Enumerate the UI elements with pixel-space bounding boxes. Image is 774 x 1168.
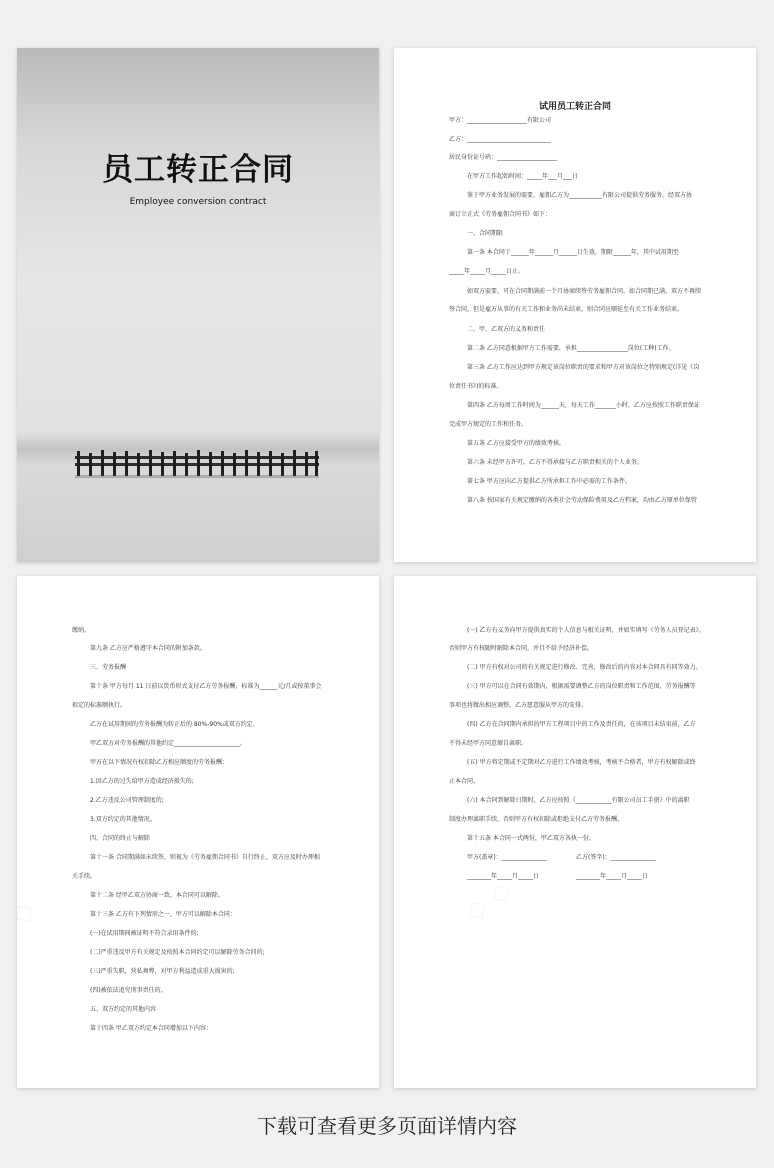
text-line: 完成甲方规定的工作和任务。	[449, 421, 528, 428]
bottom-caption: 下载可查看更多页面详情内容	[257, 1114, 517, 1138]
text-line: 第六条 未经甲方许可，乙方不得承接与乙方职责相关的个人业务。	[467, 459, 643, 466]
text-line: 居民身份证号码：____________________	[449, 154, 558, 161]
text-line: (一)在试用期间被证明不符合录用条件的;	[90, 930, 199, 937]
contract-page-2	[17, 576, 379, 1088]
text-line: 关手续。	[72, 873, 97, 880]
section-heading: 五、双方约定的其他内容	[90, 1006, 157, 1013]
cover-page	[17, 48, 379, 562]
text-line: (四) 乙方在合同期内承担的甲方工程项目中的工作及责任的，在该项目未结束前，乙方	[467, 721, 696, 728]
text-line: (二) 甲方有权对公司的有关规定进行修改、完善，修改后的内容对本合同具有同等效力。	[467, 664, 702, 671]
text-line: 不得未经甲方同意擅自离职。	[449, 740, 528, 747]
text-line: (四)被依法追究刑事责任的。	[90, 987, 167, 994]
text-line: 位责任书》)的标准。	[449, 383, 503, 390]
contract-page-1	[394, 48, 756, 562]
text-line: 甲乙双方对劳务报酬的其他约定______________________。	[90, 740, 247, 747]
text-line: 第七条 甲方应向乙方提供乙方所承担工作中必需的工作条件。	[467, 478, 631, 485]
signature-date-a: ________年_____月_____日	[467, 873, 540, 880]
text-line: (二)严重违反甲方有关规定及按照本合同约定可以解除劳务合同的;	[90, 949, 265, 956]
text-line: 缴纳。	[72, 627, 91, 634]
text-line: (三) 甲方可以在合同有效期内，根据需要调整乙方的岗位职责和工作范围，劳务报酬等	[467, 683, 696, 690]
text-line: 第十三条 乙方有下列情形之一，甲方可以解除本合同：	[90, 911, 236, 918]
text-line: 第十条 甲方每月 11 日前以货币形式支付乙方劳务报酬，标准为______元/月或按董事会	[90, 683, 322, 690]
text-line: (六) 本合同到解除日期时，乙方应按照《____________有限公司员工手册》中的离职	[467, 797, 690, 804]
text-line: 否则甲方有权随时解除本合同，并且不给予经济补偿。	[449, 645, 594, 652]
text-line: 第十一条 合同期满如未续签，则视为《劳务雇佣合同书》自行终止，双方应及时办理相	[90, 854, 320, 861]
cover-subtitle: Employee conversion contract	[129, 197, 267, 207]
text-line: 第十二条 经甲乙双方协商一致，本合同可以解除。	[90, 892, 224, 899]
text-line: 第三条 乙方工作应达到甲方规定该岗位职责的要求和甲方对该岗位之特别规定(详见《岗	[467, 364, 700, 371]
text-line: (三)严重失职，营私舞弊，对甲方利益造成重大损害的;	[90, 968, 235, 975]
text-line: 2.乙方违反公司管理制度的;	[90, 797, 164, 804]
text-line: _____年_____月_____日止。	[449, 268, 525, 275]
cover-title: 员工转正合同	[102, 152, 294, 188]
text-line: 制度办理离职手续，否则甲方有权扣除或拒绝支付乙方劳务报酬。	[449, 816, 624, 823]
section-heading: 一、合同期限	[467, 230, 504, 237]
text-line: 事项也将做出相应调整。乙方愿意服从甲方的安排。	[449, 702, 588, 709]
text-line: 止本合同。	[449, 778, 480, 785]
text-line: 第四条 乙方每周工作时间为______天，每天工作_______小时，乙方应按照工作职责保证	[467, 402, 700, 409]
watermark	[17, 895, 40, 948]
section-heading: 二、甲、乙双方的义务和责任	[467, 326, 546, 333]
text-line: 商订立正式《劳务雇佣合同书》如下：	[449, 211, 552, 218]
text-line: 甲方在以下情况有权扣除乙方相应额度的劳务报酬：	[90, 759, 229, 766]
text-line: 第十四条 甲乙双方约定本合同增加以下内容：	[90, 1025, 212, 1032]
document-title: 试用员工转正合同	[538, 102, 611, 112]
text-line: 拟定的标准额执行。	[72, 702, 127, 709]
text-line: 如双方需要，可在合同期满前一个月协商续签劳务雇佣合同。如合同期已满，双方不再续	[467, 288, 702, 295]
text-line: 第十五条 本合同一式两份，甲乙双方各执一份。	[467, 835, 595, 842]
text-line: 3.双方约定的其他情况。	[90, 816, 156, 823]
pier-image	[75, 448, 319, 478]
text-line: 第九条 乙方应严格遵守本合同的附加条款。	[90, 645, 206, 652]
section-heading: 三、劳务报酬	[90, 664, 127, 671]
text-line: 第一条 本合同于______年______月______日生效，期限______年，其中试用期至	[467, 249, 679, 256]
text-line: 鉴于甲方业务发展的需要，雇佣乙方为___________有限公司提供劳务服务，经双方协	[467, 192, 693, 199]
contract-page-3	[394, 576, 756, 1088]
text-line: 乙方：____________________________	[449, 136, 552, 143]
text-line: 乙方在试用期间的劳务报酬为转正后的 80%-90%或双方约定．	[90, 721, 259, 728]
signature-party-b: 乙方(签字)：_______________	[576, 854, 656, 861]
text-line: 第五条 乙方应接受甲方的绩效考核。	[467, 440, 565, 447]
text-line: 签合同，但是雇方从事的有关工作和业务尚未结束，则合同应顺延至有关工作业务结束。	[449, 306, 684, 313]
text-line: 第八条 按国家有关规定缴纳的各类社会劳动保险费用及乙方档案，均由乙方原单位保管	[467, 497, 697, 504]
text-line: 在甲方工作起始时间：_____年___月___日	[467, 173, 579, 180]
text-line: 甲方：____________________有限公司	[449, 117, 552, 124]
text-line: 第二条 乙方同意根据甲方工作需要，承担_________________岗位(工种)工作。	[467, 345, 675, 352]
text-line: (五) 甲方将定期或不定期对乙方进行工作绩效考核，考核不合格者，甲方有权解除或终	[467, 759, 696, 766]
signature-date-b: ________年_____月_____日	[576, 873, 649, 880]
text-line: (一) 乙方有义务向甲方提供真实的个人信息与相关证明，并如实填写《劳务人员登记表》。	[467, 627, 705, 634]
signature-party-a: 甲方(盖章)：_______________	[467, 854, 547, 861]
text-line: 1.因乙方的过失给甲方造成经济损失的;	[90, 778, 194, 785]
section-heading: 四、合同的终止与解除	[90, 835, 151, 842]
watermark	[460, 875, 517, 928]
